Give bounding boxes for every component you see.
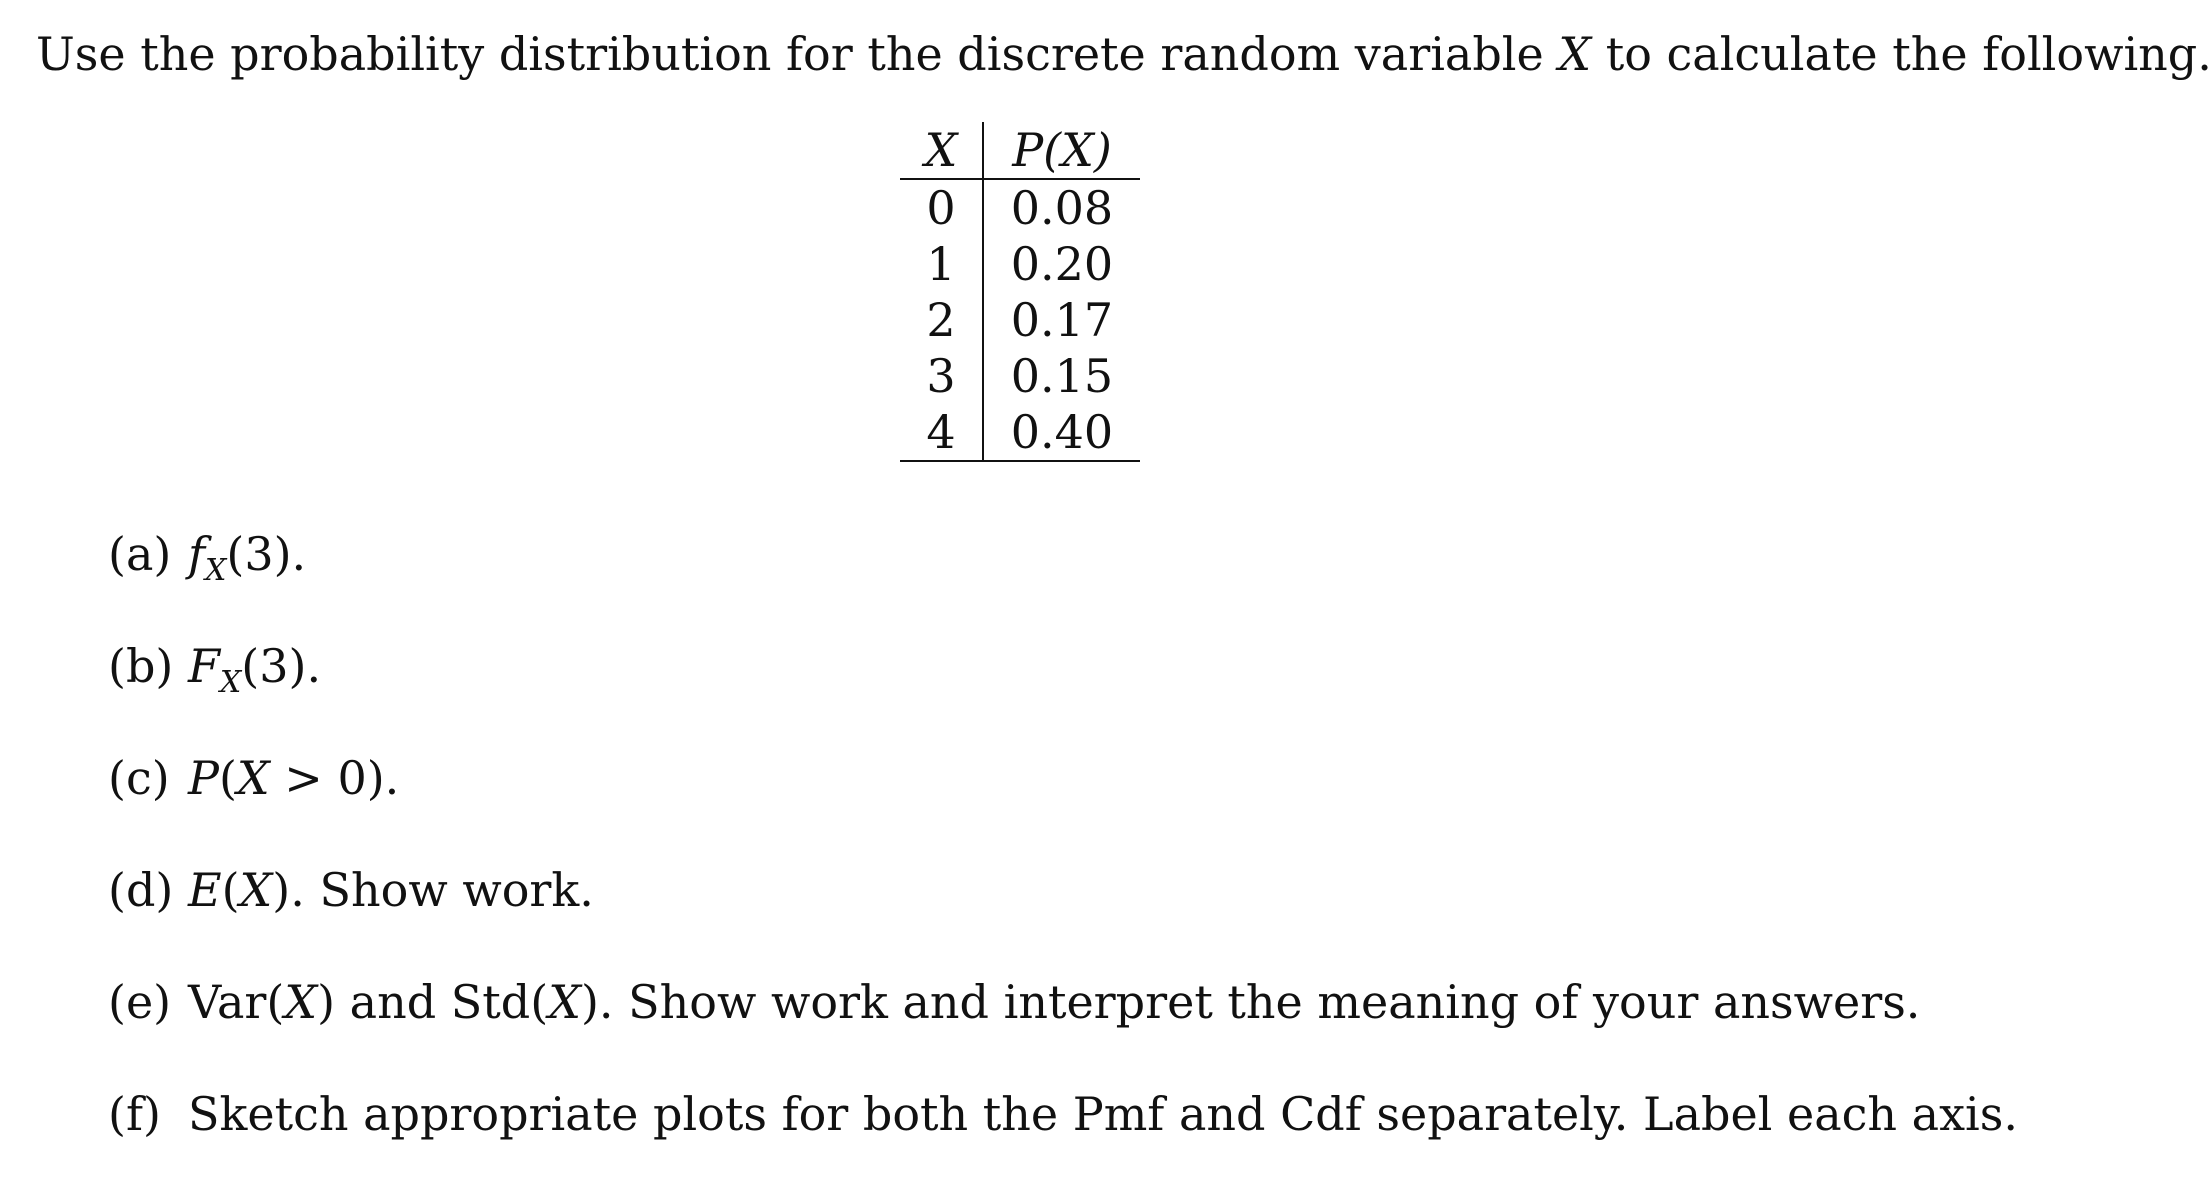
probability-symbol: P bbox=[188, 751, 219, 805]
part-d-label: (d) bbox=[108, 863, 174, 917]
part-e-label: (e) bbox=[108, 975, 172, 1029]
probability-value: 0.40 bbox=[983, 404, 1140, 461]
table-row bbox=[900, 292, 1140, 348]
table-row bbox=[900, 404, 1140, 461]
intro-text-after: to calculate the following. bbox=[1605, 27, 2212, 81]
x-value: 2 bbox=[900, 292, 983, 348]
probability-value: 0.08 bbox=[1010, 181, 1114, 235]
part-f-text: Sketch appropriate plots for both the Pmf and Cdf separately. Label each axis. bbox=[188, 1087, 2018, 1141]
header-x: X bbox=[900, 122, 983, 179]
part-f bbox=[108, 1082, 2018, 1194]
part-a-label: (a) bbox=[108, 527, 172, 581]
problem-intro bbox=[36, 22, 2212, 86]
part-d-open-paren: ( bbox=[221, 863, 240, 917]
question-parts bbox=[108, 522, 2018, 1194]
probability-value: 0.17 bbox=[1010, 293, 1114, 347]
probability-value: 0.15 bbox=[1010, 349, 1114, 403]
part-e-variable-2: X bbox=[548, 975, 581, 1029]
intro-variable: X bbox=[1558, 27, 1592, 81]
probability-distribution-table bbox=[900, 122, 1140, 462]
table-row bbox=[900, 236, 1140, 292]
x-value: 3 bbox=[900, 348, 983, 404]
table-row bbox=[900, 179, 1140, 236]
probability-value: 0.20 bbox=[1010, 237, 1114, 291]
part-b-label: (b) bbox=[108, 639, 174, 693]
cdf-subscript: X bbox=[219, 665, 242, 700]
table-header-row bbox=[900, 122, 1140, 179]
part-d-rest: ). Show work. bbox=[272, 863, 594, 917]
part-a bbox=[108, 522, 2018, 634]
part-f-label: (f) bbox=[108, 1087, 161, 1141]
header-px: P(X) bbox=[983, 122, 1140, 179]
cdf-function: F bbox=[188, 639, 220, 693]
x-value: 1 bbox=[900, 236, 983, 292]
part-c-variable: X bbox=[236, 751, 270, 805]
part-a-argument: (3). bbox=[226, 527, 307, 581]
part-d bbox=[108, 858, 2018, 970]
x-value: 0 bbox=[900, 179, 983, 236]
x-value: 4 bbox=[900, 404, 983, 461]
part-e-rest: ). Show work and interpret the meaning of your answers. bbox=[580, 975, 1921, 1029]
part-c bbox=[108, 746, 2018, 858]
part-d-variable: X bbox=[239, 863, 273, 917]
part-e-variable-1: X bbox=[284, 975, 318, 1029]
part-b-argument: (3). bbox=[241, 639, 322, 693]
intro-text-before: Use the probability distribution for the discrete random variable bbox=[36, 27, 1544, 81]
pmf-function: f bbox=[188, 527, 206, 581]
variance-function: Var( bbox=[188, 975, 285, 1029]
table-row bbox=[900, 348, 1140, 404]
part-e-middle: ) and Std( bbox=[317, 975, 549, 1029]
pmf-subscript: X bbox=[205, 553, 227, 588]
part-e bbox=[108, 970, 2018, 1082]
part-c-rest: > 0). bbox=[269, 751, 400, 805]
part-c-open-paren: ( bbox=[218, 751, 237, 805]
expectation-symbol: E bbox=[188, 863, 222, 917]
part-b bbox=[108, 634, 2018, 746]
part-c-label: (c) bbox=[108, 751, 170, 805]
